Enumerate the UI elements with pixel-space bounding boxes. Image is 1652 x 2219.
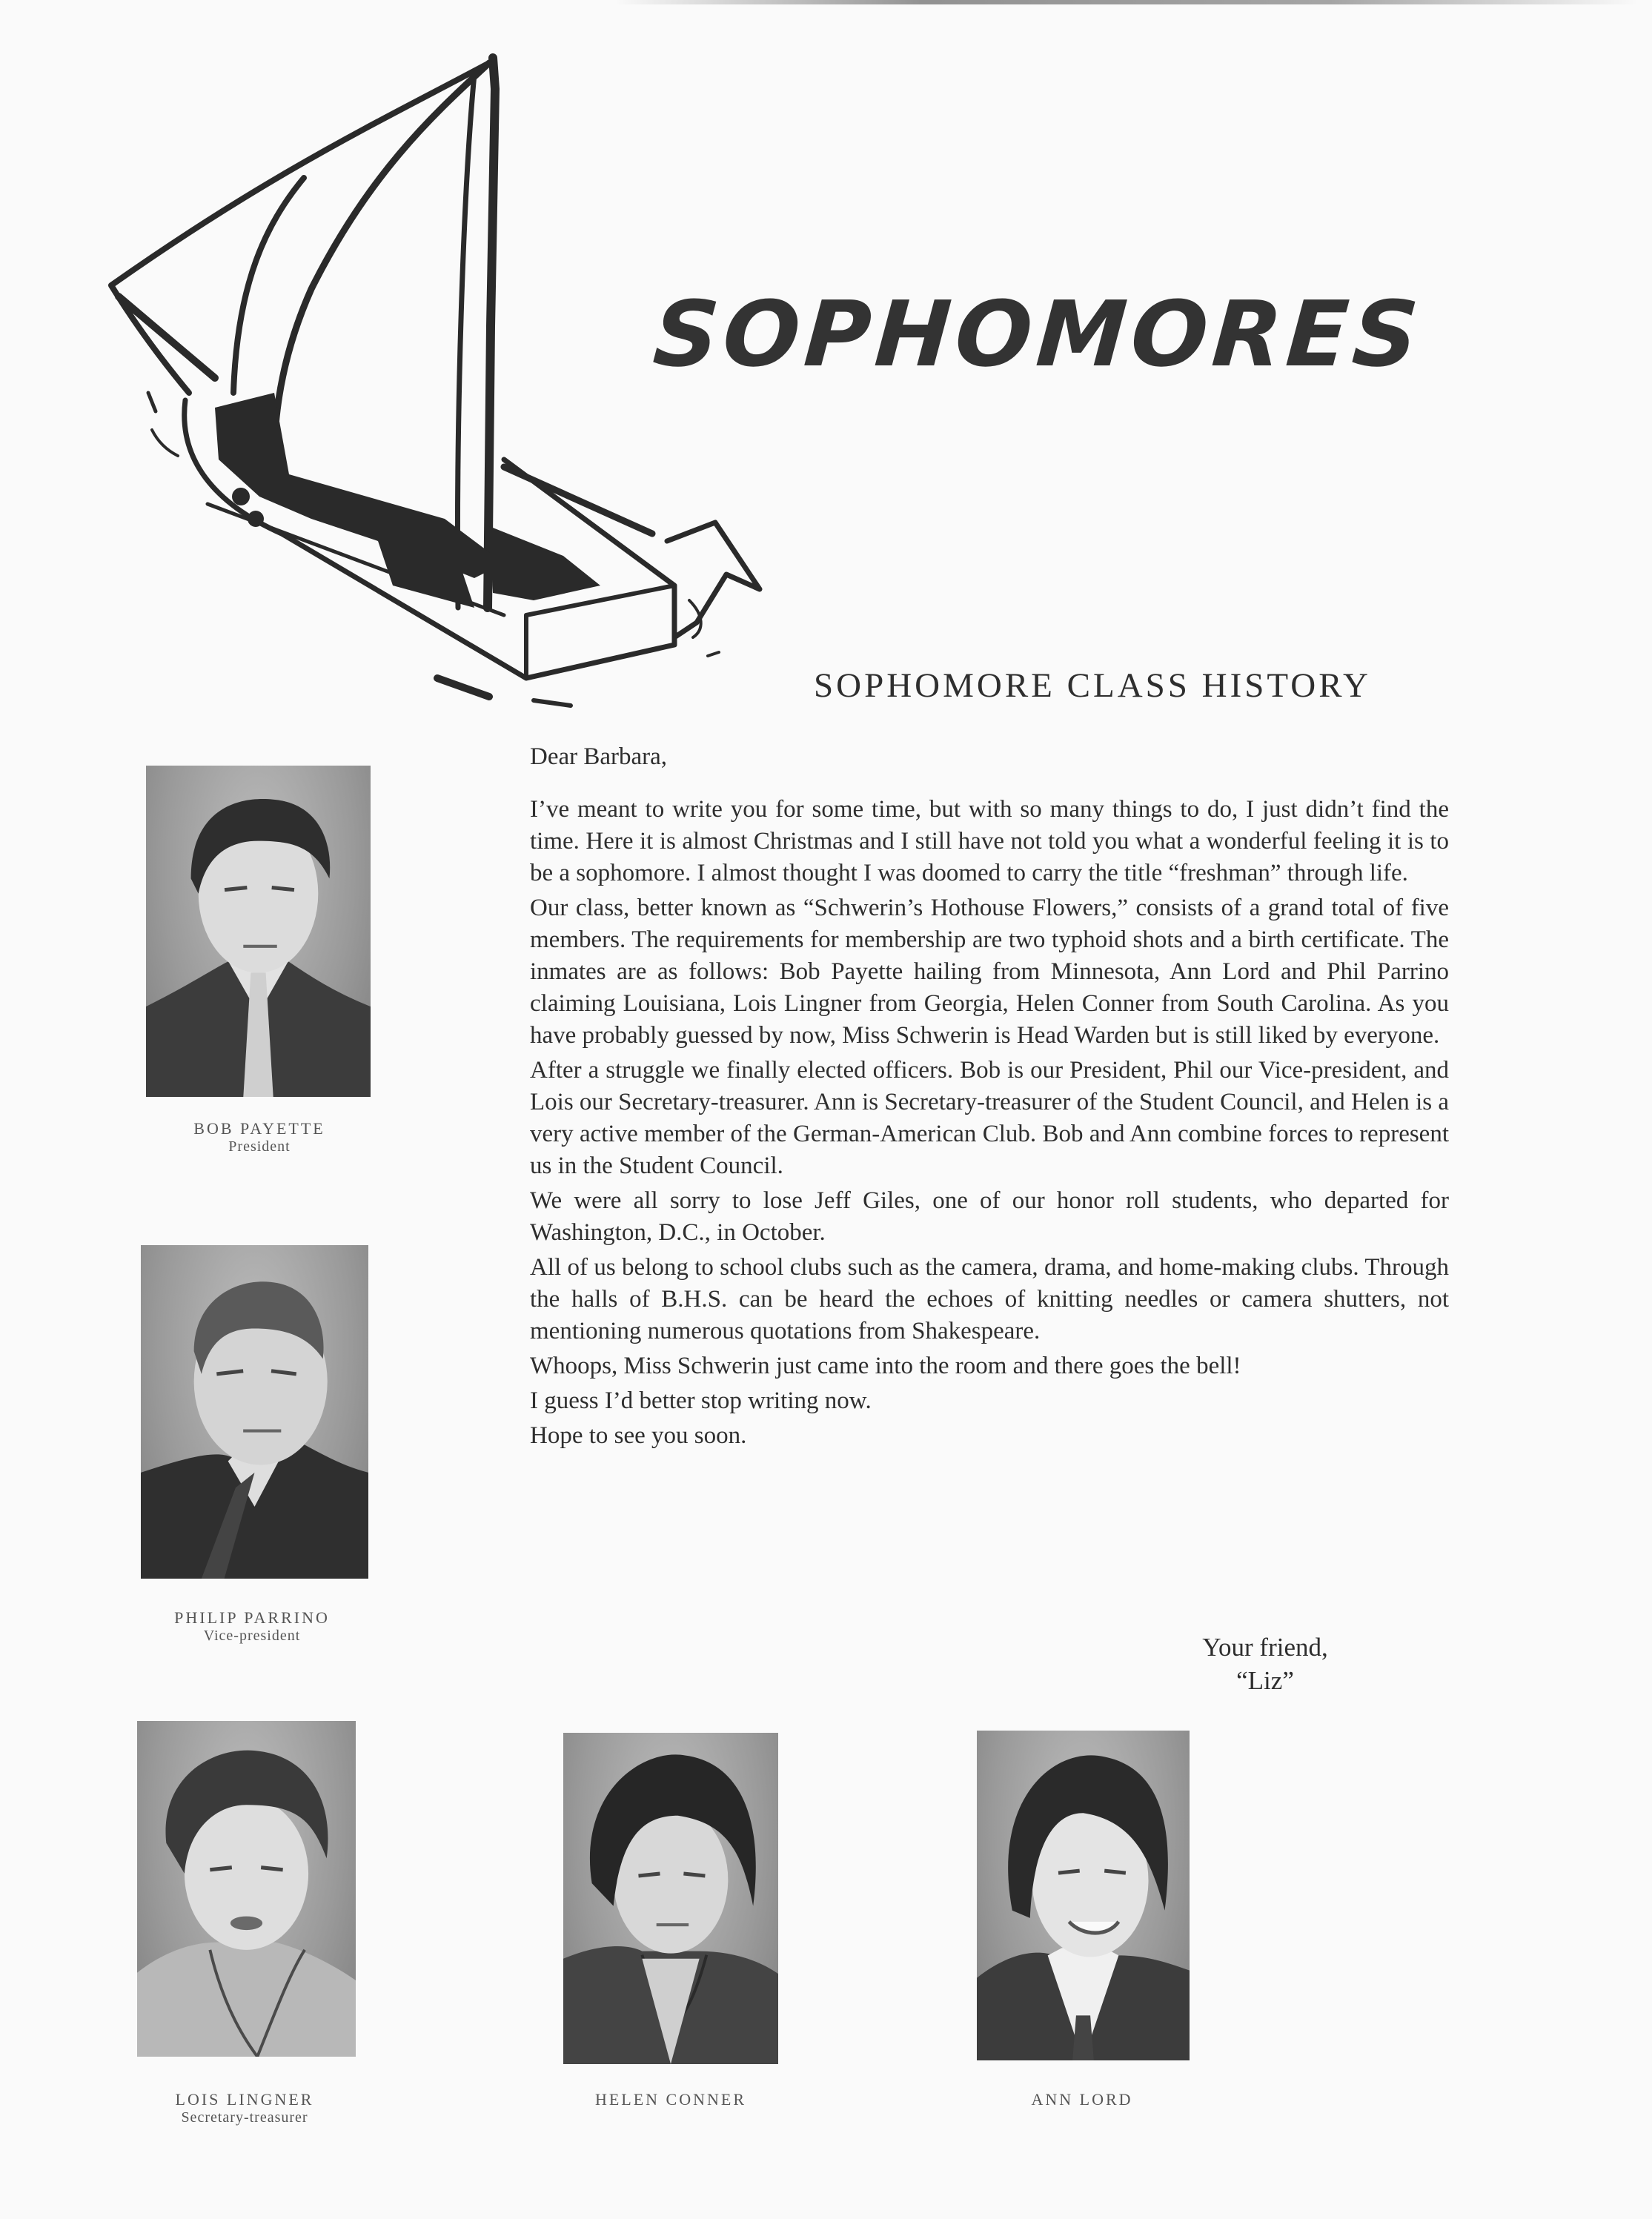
student-role: President xyxy=(228,1138,291,1155)
letter-paragraph: Our class, better known as “Schwerin’s Hothouse Flowers,” consists of a grand total of five members. The requirements for membership are two typhoid shots and a birth certificate. The inmates are as follows: Bob Payette hailing from Minnesota, Ann Lord and Phil Parrino claiming Louisiana, Lois Lingner from Georgia, Helen Conner from South Carolina. As you have probably guessed by now, Miss Schwerin is Head Warden but is still liked by everyone. xyxy=(530,895,1449,1049)
boat-bow xyxy=(667,523,760,637)
portrait-photo-helen-conner xyxy=(563,1733,778,2064)
caption-ann-lord xyxy=(956,2090,1208,2109)
letter-paragraph: Hope to see you soon. xyxy=(530,1422,747,1449)
boat-mainsail-leech xyxy=(457,74,474,608)
student-name: HELEN CONNER xyxy=(594,2090,747,2109)
student-name: LOIS LINGNER xyxy=(175,2090,314,2109)
boat-jib-inner xyxy=(233,178,304,393)
student-role: Vice-president xyxy=(203,1628,301,1644)
letter-salutation: Dear Barbara, xyxy=(530,743,668,770)
letter-paragraph: I guess I’d better stop writing now. xyxy=(530,1387,872,1414)
letter-paragraph: After a struggle we finally elected officers. Bob is our President, Phil our Vice-president, and Lois our Secretary-treasurer. Ann is Secretary-treasurer of the Student Council, and Helen is a very active member of the German-American Club. Bob and Ann combine forces to represent us in the Student Council. xyxy=(530,1057,1449,1179)
letter-paragraph: We were all sorry to lose Jeff Giles, one of our honor roll students, who departed for Washington, D.C., in October. xyxy=(530,1187,1449,1246)
signature: “Liz” xyxy=(1236,1666,1294,1695)
student-name: ANN LORD xyxy=(1031,2090,1133,2109)
class-history-letter xyxy=(530,741,1449,1452)
boat-jib xyxy=(111,63,489,393)
portrait-photo-ann-lord xyxy=(977,1731,1190,2060)
scan-edge-shadow xyxy=(615,0,1638,4)
caption-philip-parrino xyxy=(126,1608,378,1645)
water-ripple xyxy=(437,678,489,697)
portrait-photo-lois-lingner xyxy=(137,1721,356,2057)
page-title: SOPHOMORES xyxy=(650,282,1427,387)
boat-mast xyxy=(488,58,495,608)
student-name: PHILIP PARRINO xyxy=(174,1608,330,1627)
portrait-photo-bob-payette xyxy=(146,766,371,1097)
portrait-photo-philip-parrino xyxy=(141,1245,368,1579)
student-role: Secretary-treasurer xyxy=(181,2109,308,2126)
closing-phrase: Your friend, xyxy=(1202,1633,1328,1662)
letter-paragraph: All of us belong to school clubs such as the camera, drama, and home-making clubs. Through the halls of B.H.S. can be heard the echoes of knitting needles or camera shutters, not mentioning numerous quotations from Shakespeare. xyxy=(530,1254,1449,1344)
student-name: BOB PAYETTE xyxy=(193,1119,325,1138)
letter-closing xyxy=(1176,1631,1354,1697)
letter-paragraph: Whoops, Miss Schwerin just came into the room and there goes the bell! xyxy=(530,1353,1241,1379)
caption-lois-lingner xyxy=(119,2090,371,2126)
section-subtitle: SOPHOMORE CLASS HISTORY xyxy=(814,666,1371,705)
letter-paragraph: I’ve meant to write you for some time, but with so many things to do, I just didn’t find the time. Here it is almost Christmas and I still have not told you what a wonderful feeling it is to be a sophomore. I almost thought I was doomed to carry the title “freshman” through life. xyxy=(530,796,1449,886)
caption-bob-payette xyxy=(133,1119,385,1155)
caption-helen-conner xyxy=(545,2090,797,2109)
